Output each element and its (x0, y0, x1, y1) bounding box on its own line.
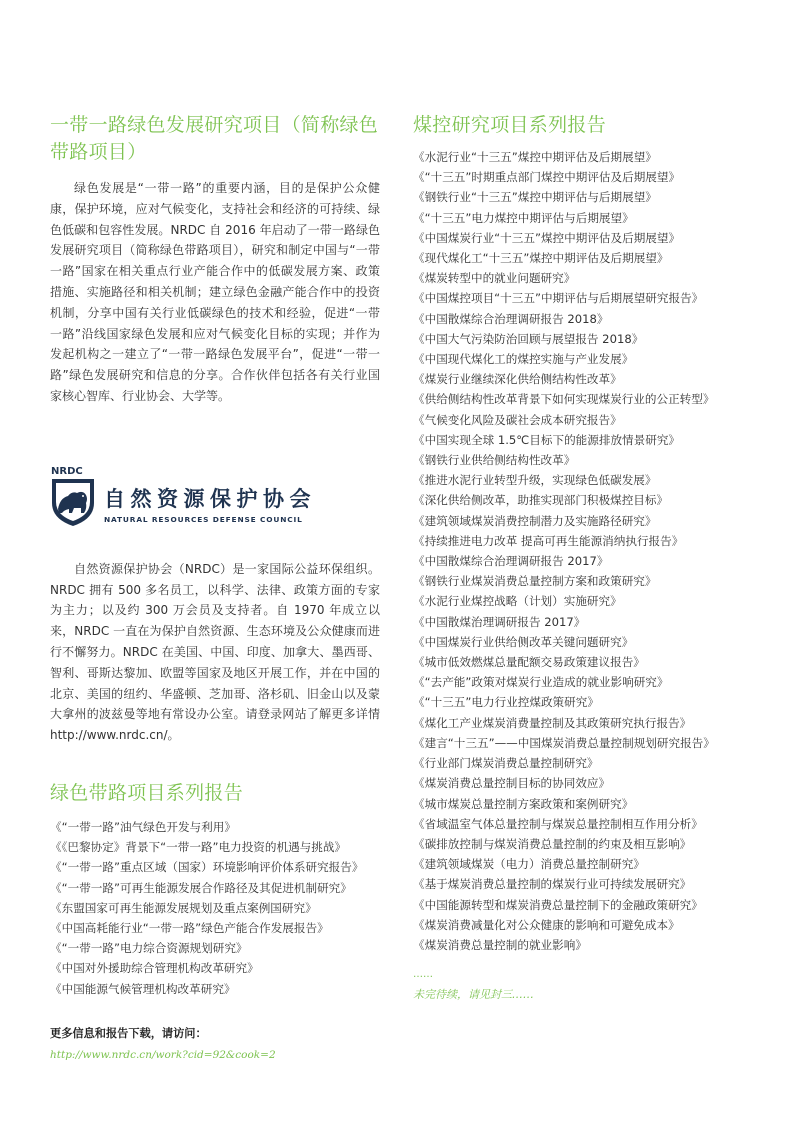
list-item: 《持续推进电力改革 提高可再生能源消纳执行报告》 (413, 533, 684, 548)
list-item: 《“十三五”电力煤控中期评估与后期展望》 (413, 210, 634, 225)
logo-chinese-name: 自然资源保护协会 (104, 486, 316, 511)
list-item: 《水泥行业“十三五”煤控中期评估及后期展望》 (413, 150, 657, 164)
list-item: 《“十三五”电力行业控煤政策研究》 (413, 695, 599, 710)
list-item: 《《巴黎协定》背景下“一带一路”电力投资的机遇与挑战》 (50, 840, 347, 855)
list-item: 《中国能源气候管理机构改革研究》 (50, 981, 236, 996)
list-item: 《中国散煤综合治理调研报告 2017》 (413, 554, 609, 569)
list-item: 《中国现代煤化工的煤控实施与产业发展》 (413, 352, 634, 367)
list-item: 《气候变化风险及碳社会成本研究报告》 (413, 412, 622, 427)
nrdc-paragraph: 自然资源保护协会（NRDC）是一家国际公益环保组织。NRDC 拥有 500 多名员工，以科学、法律、政策方面的专家为主力；以及约 300 万会员及支持者。自 1970 年成立以来，NRDC 一直在为保护自然资源、生态环境及公众健康而进行不懈努力。NRDC 在美国、中国、印度、加拿大、墨西哥、智利、哥斯达黎加、欧盟等国家及地区开展工作，并在中国的北京、美国的纽约、华盛顿、芝加哥、洛杉矶、旧金山以及蒙大拿州的波兹曼等地有常设办公室。请登录网站了解更多详情 http://www.nrdc.cn/。 (50, 561, 380, 743)
list-item: 《建筑领域煤炭（电力）消费总量控制研究》 (413, 857, 645, 872)
logo-mark-text: NRDC (51, 465, 83, 477)
list-ellipsis: …… (413, 969, 433, 981)
belt-road-paragraph: 绿色发展是“一带一路”的重要内涵，目的是保护公众健康，保护环境，应对气候变化，支持社会和经济的可持续、绿色低碳和包容性发展。NRDC 自 2016 年启动了一带一路绿色发展研究项目（简称绿色带路项目），研究和制定中国与“一带一路”国家在相关重点行业产能合作中的低碳发展方案、政策措施、实施路径和相关机制；建立绿色金融产能合作中的投资机制，分享中国有关行业低碳绿色的技术和经验，促进“一带一路”沿线国家绿色发展和应对气候变化目标的实现；并作为发起机构之一建立了“一带一路绿色发展平台”，促进“一带一路”绿色发展研究和信息的分享。合作伙伴包括各有关行业国家核心智库、行业协会、大学等。 (50, 181, 380, 403)
list-item: 《“一带一路”电力综合资源规划研究》 (50, 941, 248, 956)
list-item: 《煤化工产业煤炭消费量控制及其政策研究执行报告》 (413, 715, 692, 730)
list-item: 《行业部门煤炭消费总量控制研究》 (413, 756, 599, 771)
list-item: 《煤炭行业继续深化供给侧结构性改革》 (413, 372, 622, 387)
list-item: 《中国大气污染防治回顾与展望报告 2018》 (413, 331, 644, 346)
list-item: 《钢铁行业“十三五”煤控中期评估与后期展望》 (413, 190, 657, 205)
list-item: 《城市低效燃煤总量配额交易政策建议报告》 (413, 655, 645, 670)
list-item: 《现代煤化工“十三五”煤控中期评估及后期展望》 (413, 251, 669, 266)
green-report-list (50, 817, 380, 999)
list-item: 《水泥行业煤控战略（计划）实施研究》 (413, 594, 622, 609)
list-item: 《煤炭消费减量化对公众健康的影响和可避免成本》 (413, 917, 680, 932)
list-item: 《“一带一路”可再生能源发展合作路径及其促进机制研究》 (50, 880, 352, 895)
list-item: 《中国散煤治理调研报告 2017》 (413, 614, 586, 629)
list-item: 《供给侧结构性改革背景下如何实现煤炭行业的公正转型》 (413, 392, 715, 407)
list-item: 《建筑领域煤炭消费控制潜力及实施路径研究》 (413, 513, 657, 528)
logo-english-name: NATURAL RESOURCES DEFENSE COUNCIL (104, 514, 303, 524)
more-info-link[interactable]: http://www.nrdc.cn/work?cid=92&cook=2 (50, 1048, 276, 1061)
list-item: 《深化供给侧改革，助推实现部门积极煤控目标》 (413, 493, 669, 508)
list-item: 《中国散煤综合治理调研报告 2018》 (413, 311, 609, 326)
list-item: 《煤炭转型中的就业问题研究》 (413, 271, 576, 286)
list-item: 《钢铁行业供给侧结构性改革》 (413, 453, 576, 468)
coal-report-list (413, 147, 758, 955)
list-item: 《“去产能”政策对煤炭行业造成的就业影响研究》 (413, 675, 669, 690)
right-column (413, 112, 758, 1002)
continued-note: 未完待续，请见封三…… (413, 988, 534, 1002)
list-item: 《中国能源转型和煤炭消费总量控制下的金融政策研究》 (413, 897, 703, 912)
list-item: 《推进水泥行业转型升级，实现绿色低碳发展》 (413, 473, 657, 488)
list-item: 《中国对外援助综合管理机构改革研究》 (50, 961, 259, 976)
list-item: 《煤炭消费总量控制目标的协同效应》 (413, 776, 611, 791)
list-item: 《钢铁行业煤炭消费总量控制方案和政策研究》 (413, 574, 657, 589)
list-item: 《省域温室气体总量控制与煤炭总量控制相互作用分析》 (413, 816, 703, 831)
green-reports-title: 绿色带路项目系列报告 (50, 781, 244, 804)
list-item: 《中国高耗能行业“一带一路”绿色产能合作发展报告》 (50, 920, 329, 935)
list-item: 《“十三五”时期重点部门煤控中期评估及后期展望》 (413, 170, 681, 185)
list-item: 《煤炭消费总量控制的就业影响》 (413, 937, 587, 952)
list-item: 《城市煤炭总量控制方案政策和案例研究》 (413, 796, 634, 811)
list-item: 《中国实现全球 1.5℃目标下的能源排放情景研究》 (413, 432, 681, 447)
coal-reports-title: 煤控研究项目系列报告 (413, 114, 607, 136)
list-item: 《碳排放控制与煤炭消费总量控制的约束及相互影响》 (413, 836, 692, 851)
list-item: 《“一带一路”油气绿色开发与利用》 (50, 819, 236, 834)
polar-bear-shield-icon (50, 465, 96, 527)
list-item: 《东盟国家可再生能源发展规划及重点案例国研究》 (50, 900, 317, 915)
nrdc-logo (50, 465, 380, 529)
list-item: 《建言“十三五”——中国煤炭消费总量控制规划研究报告》 (413, 735, 715, 750)
list-item: 《基于煤炭消费总量控制的煤炭行业可持续发展研究》 (413, 877, 692, 892)
list-item: 《中国煤控项目“十三五”中期评估与后期展望研究报告》 (413, 291, 704, 306)
list-item: 《中国煤炭行业供给侧改革关键问题研究》 (413, 634, 634, 649)
left-column (50, 112, 380, 1061)
belt-road-title: 一带一路绿色发展研究项目（简称绿色带路项目） (50, 114, 379, 163)
more-info-label: 更多信息和报告下载，请访问： (50, 1026, 207, 1040)
list-item: 《“一带一路”重点区域（国家）环境影响评价体系研究报告》 (50, 860, 364, 875)
list-item: 《中国煤炭行业“十三五”煤控中期评估及后期展望》 (413, 230, 681, 245)
